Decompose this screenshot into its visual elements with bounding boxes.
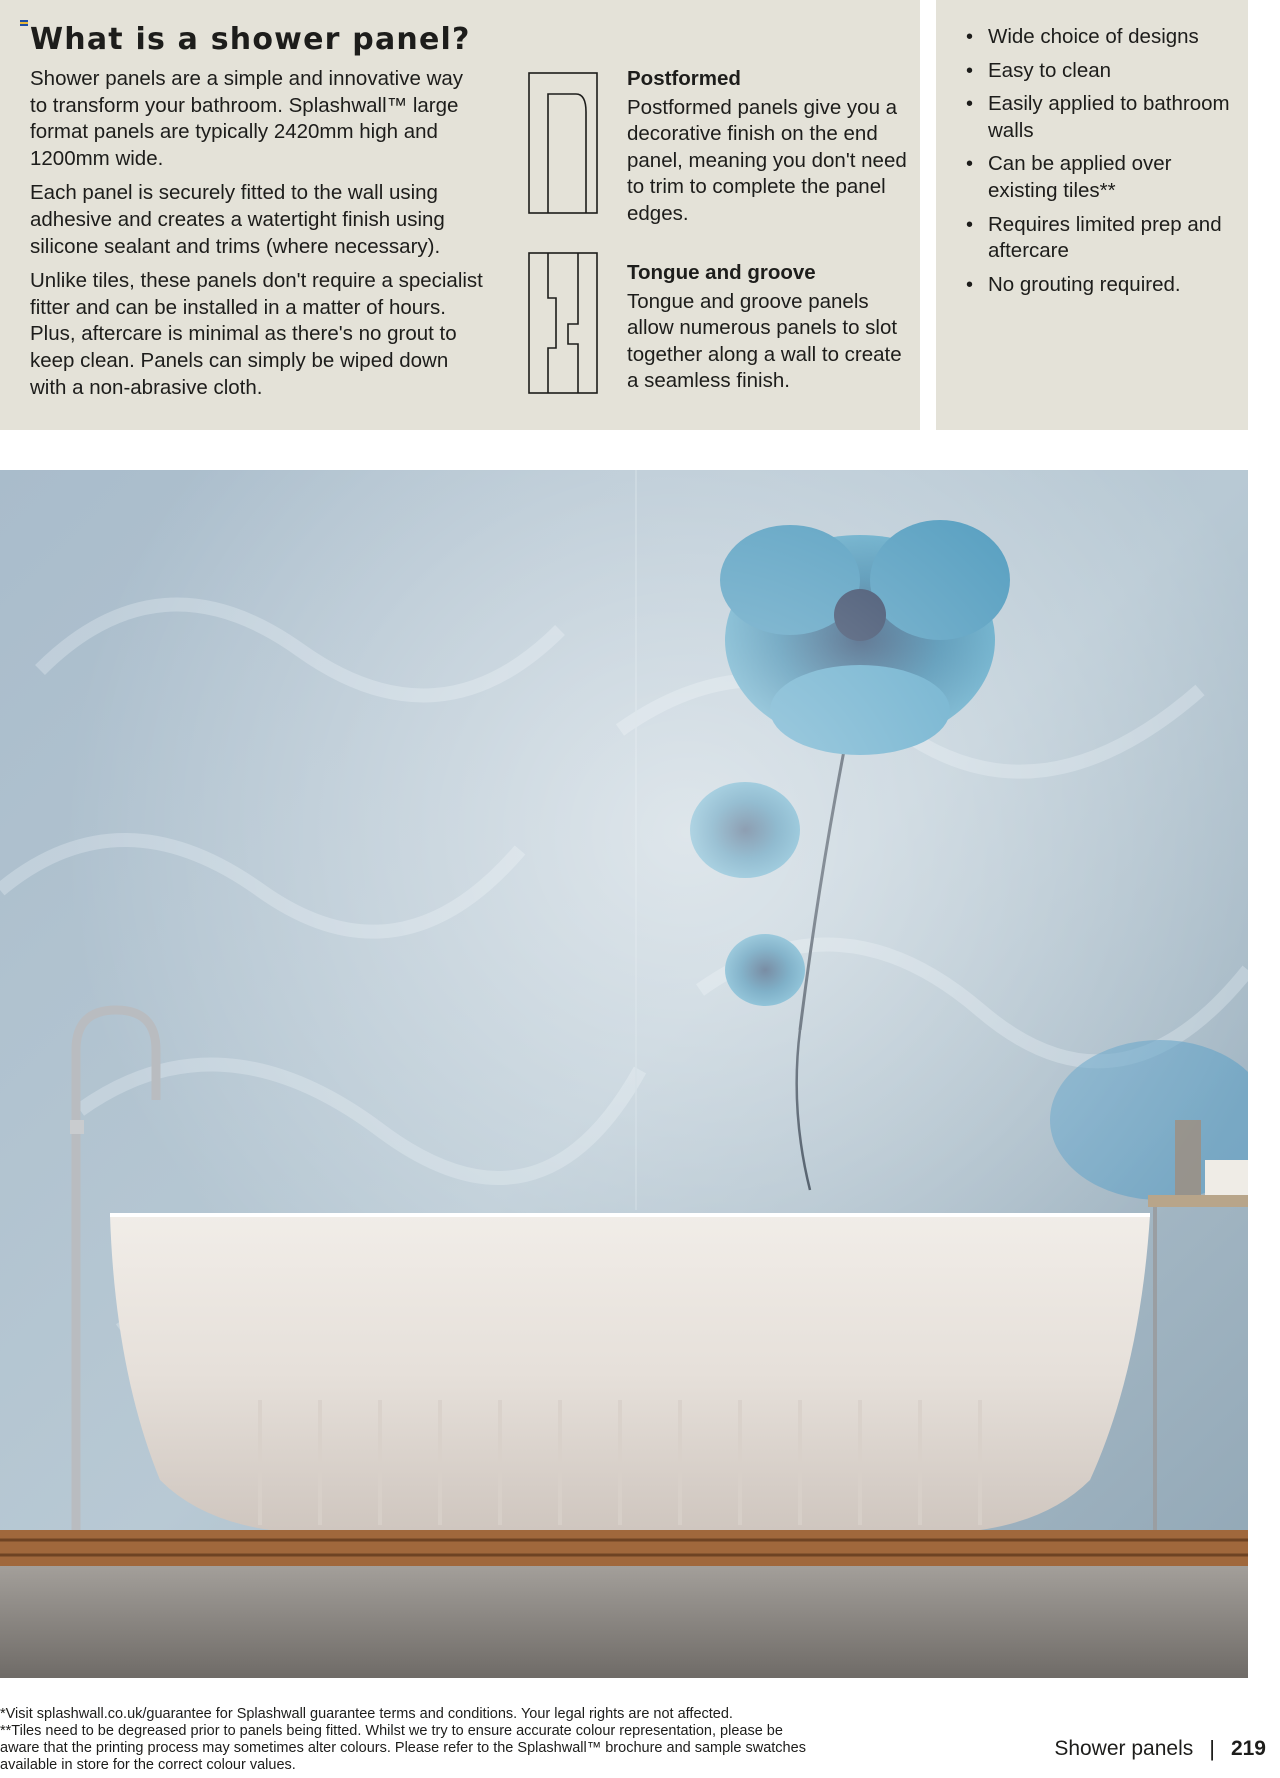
footnote-guarantee: *Visit splashwall.co.uk/guarantee for Splashwall guarantee terms and conditions. Your legal rights are not affected. xyxy=(0,1706,733,1722)
intro-text xyxy=(30,66,485,409)
flag-icon xyxy=(20,20,28,26)
stone-floor xyxy=(0,1566,1248,1678)
tongue-groove-panel-icon xyxy=(528,252,598,394)
panel-types xyxy=(627,66,912,393)
intro-paragraph: Unlike tiles, these panels don't require a specialist fitter and can be installed in a matter of hours. Plus, aftercare is minimal as there's no grout to keep clean. Panels can simply be wiped down with a non-abrasive cloth. xyxy=(30,269,483,399)
bathroom-illustration xyxy=(0,470,1248,1678)
page-footer xyxy=(1054,1736,1266,1762)
footnote-tiles: **Tiles need to be degreased prior to panels being fitted. Whilst we try to ensure accurate colour representation, please be aware that the printing process may sometimes alter colours. Please refer to the Splashwall™ brochure and sample swatches available in store for the correct colour values. xyxy=(0,1723,806,1773)
intro-paragraph: Each panel is securely fitted to the wall using adhesive and creates a watertight finish using silicone sealant and trims (where necessary). xyxy=(30,181,445,258)
list-item: • Easily applied to bathroom walls xyxy=(960,91,1245,144)
list-item: • Wide choice of designs xyxy=(960,24,1245,51)
bathroom-photo xyxy=(0,470,1248,1678)
page-title: What is a shower panel? xyxy=(30,22,471,57)
tongue-groove-block xyxy=(627,260,912,395)
footnotes xyxy=(0,1706,820,1774)
benefits-list xyxy=(960,24,1245,305)
list-item: • Requires limited prep and aftercare xyxy=(960,212,1245,265)
postformed-text: Postformed panels give you a decorative finish on the end panel, meaning you don't need to trim to complete the panel edges. xyxy=(627,95,907,225)
section-name: Shower panels xyxy=(1054,1737,1194,1760)
tongue-groove-text: Tongue and groove panels allow numerous panels to slot together along a wall to create a seamless finish. xyxy=(627,289,902,393)
postformed-heading: Postformed xyxy=(627,67,741,90)
bathtub xyxy=(110,1215,1150,1530)
postformed-block xyxy=(627,66,912,228)
postformed-panel-icon xyxy=(528,72,598,214)
tongue-groove-heading: Tongue and groove xyxy=(627,261,816,284)
page-number: 219 xyxy=(1230,1737,1266,1760)
list-item: • Easy to clean xyxy=(960,58,1245,85)
list-item: • No grouting required. xyxy=(960,272,1245,299)
footer-separator: | xyxy=(1209,1736,1215,1761)
list-item: • Can be applied over existing tiles** xyxy=(960,151,1245,204)
intro-paragraph: Shower panels are a simple and innovative way to transform your bathroom. Splashwall™ large format panels are typically 2420mm high and 1200mm wide. xyxy=(30,67,464,170)
wooden-deck xyxy=(0,1530,1248,1566)
